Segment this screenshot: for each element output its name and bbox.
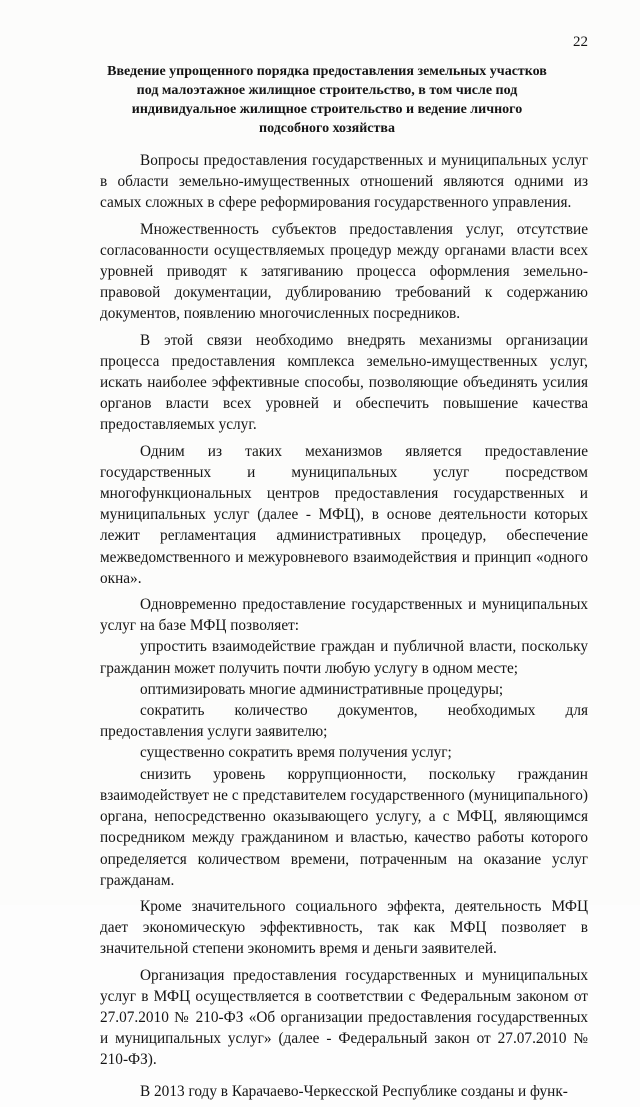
paragraph: Множественность субъектов предоставления услуг, отсутствие согласованности осуществляемых процедур между органами власти всех уровней приводят к затягиванию процесса оформления земельно-правовой документации, дублированию требований к содержанию документов, появлению многочисленных посредников. — [100, 220, 588, 323]
paragraph: В 2013 году в Карачаево-Черкесской Республике созданы и функ- — [140, 1082, 568, 1100]
list-item: упростить взаимодействие граждан и публичной власти, поскольку гражданин может получить почти любую услугу в одном месте; — [100, 638, 588, 677]
list-item: существенно сократить время получения услуг; — [140, 744, 452, 762]
paragraph: В этой связи необходимо внедрять механизмы организации процесса предоставления комплекса земельно-имущественных услуг, искать наиболее эффективные способы, позволяющие объединять усилия органов власти всех уровней и обеспечить повышение качества предоставляемых услуг. — [100, 331, 588, 434]
list-item: оптимизировать многие административные процедуры; — [140, 680, 504, 698]
paragraph: Кроме значительного социального эффекта, деятельность МФЦ дает экономическую эффективность, так как МФЦ позволяет в значительной степени экономить время и деньги заявителей. — [100, 897, 588, 958]
document-body — [100, 150, 588, 1107]
list-item: сократить количество документов, необходимых для предоставления услуги заявителю; — [100, 702, 588, 741]
page-number: 22 — [573, 34, 588, 50]
paragraph: Одновременно предоставление государственных и муниципальных услуг на базе МФЦ позволяет: — [100, 596, 588, 635]
section-heading: Введение упрощенного порядка предоставления земельных участков под малоэтажное жилищное строительство, в том числе под индивидуальное жилищное строительство и ведение личного подсобного хозяйства — [107, 64, 547, 136]
paragraph: Одним из таких механизмов является предоставление государственных и муниципальных услуг посредством многофункциональных центров предоставления государственных и муниципальных услуг (далее - МФЦ), в основе деятельности которых лежит регламентация административных процедур, обеспечение межведомственного и межуровневого взаимодействия и принцип «одного окна». — [100, 442, 588, 587]
paragraph: Вопросы предоставления государственных и муниципальных услуг в области земельно-имущественных отношений являются одними из самых сложных в сфере реформирования государственного управления. — [100, 152, 588, 212]
list-item: снизить уровень коррупционности, поскольку гражданин взаимодействует не с представителем государственного (муниципального) органа, непосредственно оказывающего услугу, а с МФЦ, являющимся посредником между гражданином и властью, качество работы которого определяется количеством времени, потраченным на оказание услуг гражданам. — [100, 765, 588, 889]
paragraph: Организация предоставления государственных и муниципальных услуг в МФЦ осуществляется в соответствии с Федеральным законом от 27.07.2010 № 210-ФЗ «Об организации предоставления государственных и муниципальных услуг» (далее - Федеральный закон от 27.07.2010 № 210-ФЗ). — [100, 966, 588, 1069]
